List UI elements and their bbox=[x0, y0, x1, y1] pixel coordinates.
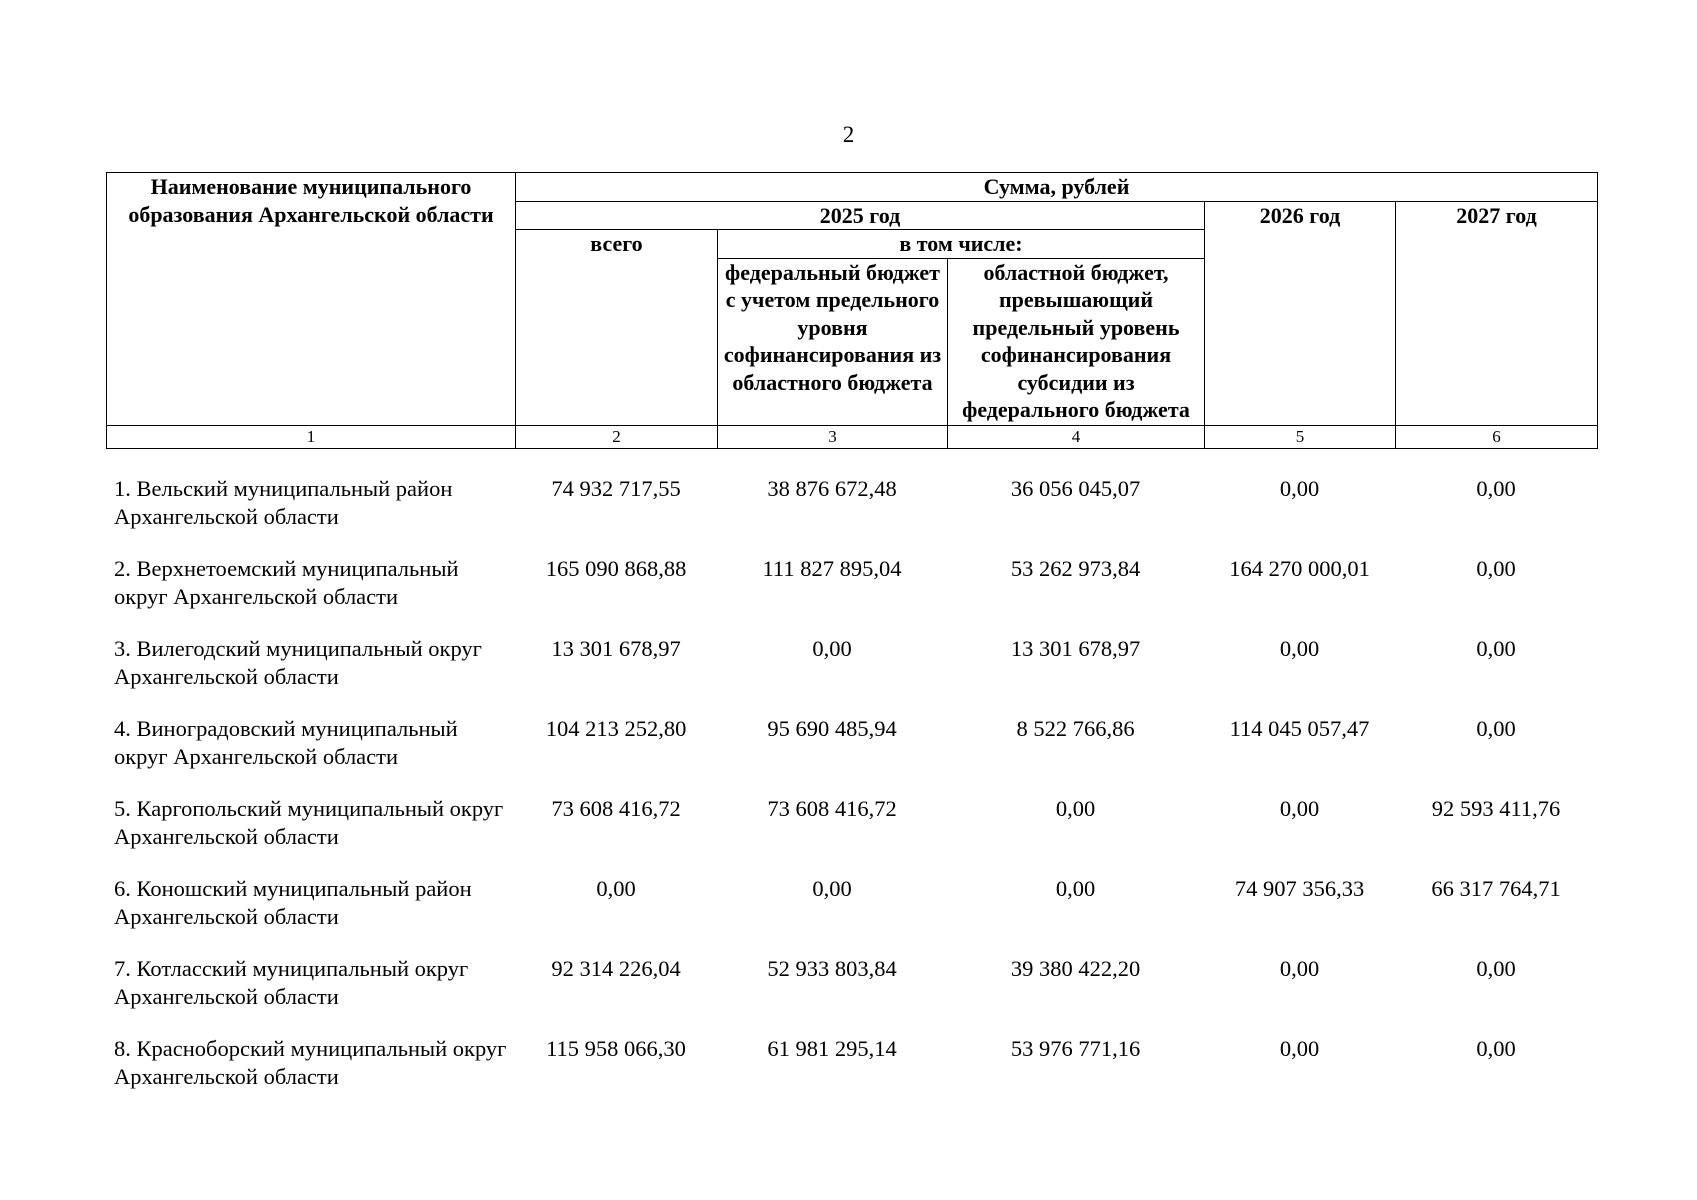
column-number: 5 bbox=[1205, 425, 1396, 448]
municipality-name: 2. Верхнетоемский муниципальный округ Архангельской области bbox=[114, 556, 459, 609]
amount-2026: 0,00 bbox=[1279, 636, 1320, 661]
table-row bbox=[106, 635, 1597, 715]
column-number: 1 bbox=[107, 425, 516, 448]
amount-2027: 0,00 bbox=[1476, 956, 1516, 981]
amount-2027: 66 317 764,71 bbox=[1431, 876, 1561, 901]
amount-federal-2025: 0,00 bbox=[812, 876, 852, 901]
amount-2026: 0,00 bbox=[1279, 956, 1320, 981]
header-name-column: Наименование муниципального образования Архангельской области bbox=[107, 173, 516, 426]
municipality-name: 6. Коношский муниципальный район Архангельской области bbox=[114, 876, 472, 929]
amount-2026: 0,00 bbox=[1279, 796, 1320, 821]
amount-total-2025: 0,00 bbox=[596, 876, 636, 901]
amount-2026: 114 045 057,47 bbox=[1229, 716, 1370, 741]
municipality-name: 3. Вилегодский муниципальный округ Архангельской области bbox=[114, 636, 482, 689]
table-row bbox=[106, 955, 1597, 1035]
amount-federal-2025: 0,00 bbox=[812, 636, 852, 661]
table-row bbox=[106, 715, 1597, 795]
amount-regional-2025: 53 262 973,84 bbox=[1010, 556, 1141, 581]
amount-regional-2025: 0,00 bbox=[1055, 876, 1096, 901]
amount-total-2025: 104 213 252,80 bbox=[545, 716, 687, 741]
municipality-name: 4. Виноградовский муниципальный округ Архангельской области bbox=[114, 716, 458, 769]
municipality-name: 7. Котласский муниципальный округ Архангельской области bbox=[114, 956, 469, 1009]
amount-2027: 0,00 bbox=[1476, 636, 1516, 661]
amount-federal-2025: 95 690 485,94 bbox=[767, 716, 897, 741]
column-number: 6 bbox=[1396, 425, 1598, 448]
column-number-row bbox=[107, 425, 1598, 448]
table-row bbox=[106, 475, 1597, 555]
header-total: всего bbox=[516, 230, 718, 426]
header-year-2027: 2027 год bbox=[1396, 201, 1598, 425]
header-federal: федеральный бюджет с учетом предельного уровня софинансирования из областного бюджета bbox=[718, 258, 948, 425]
header-including: в том числе: bbox=[718, 230, 1205, 259]
amount-2027: 0,00 bbox=[1476, 556, 1516, 581]
amount-regional-2025: 53 976 771,16 bbox=[1010, 1036, 1141, 1061]
column-number: 3 bbox=[718, 425, 948, 448]
amount-2027: 0,00 bbox=[1476, 476, 1516, 501]
amount-2026: 0,00 bbox=[1279, 476, 1320, 501]
municipality-name: 1. Вельский муниципальный район Архангельской области bbox=[114, 476, 453, 529]
amount-2027: 92 593 411,76 bbox=[1431, 796, 1561, 821]
amount-total-2025: 13 301 678,97 bbox=[551, 636, 681, 661]
amount-2027: 0,00 bbox=[1476, 716, 1516, 741]
amount-federal-2025: 61 981 295,14 bbox=[767, 1036, 897, 1061]
table-row bbox=[106, 1035, 1597, 1115]
header-year-2026: 2026 год bbox=[1205, 201, 1396, 425]
amount-total-2025: 92 314 226,04 bbox=[551, 956, 681, 981]
page-number: 2 bbox=[842, 122, 855, 147]
header-sum: Сумма, рублей bbox=[516, 173, 1598, 202]
amount-2026: 164 270 000,01 bbox=[1229, 556, 1370, 581]
municipality-name: 5. Каргопольский муниципальный округ Архангельской области bbox=[114, 796, 504, 849]
amount-federal-2025: 73 608 416,72 bbox=[767, 796, 897, 821]
table-row bbox=[106, 875, 1597, 955]
header-regional: областной бюджет, превышающий предельный уровень софинансирования субсидии из федерального бюджета bbox=[948, 258, 1205, 425]
amount-regional-2025: 0,00 bbox=[1055, 796, 1096, 821]
municipality-name: 8. Красноборский муниципальный округ Архангельской области bbox=[114, 1036, 507, 1089]
amount-regional-2025: 36 056 045,07 bbox=[1010, 476, 1141, 501]
amount-federal-2025: 111 827 895,04 bbox=[762, 556, 902, 581]
table-row bbox=[106, 555, 1597, 635]
table-header bbox=[106, 172, 1598, 449]
amount-regional-2025: 8 522 766,86 bbox=[1016, 716, 1135, 741]
amount-2026: 0,00 bbox=[1279, 1036, 1320, 1061]
amount-total-2025: 115 958 066,30 bbox=[546, 1036, 686, 1061]
amount-federal-2025: 52 933 803,84 bbox=[767, 956, 897, 981]
table-body bbox=[106, 475, 1597, 1115]
amount-2027: 0,00 bbox=[1476, 1036, 1516, 1061]
header-year-2025: 2025 год bbox=[516, 201, 1205, 230]
amount-total-2025: 73 608 416,72 bbox=[551, 796, 681, 821]
amount-2026: 74 907 356,33 bbox=[1234, 876, 1365, 901]
amount-regional-2025: 39 380 422,20 bbox=[1010, 956, 1141, 981]
amount-regional-2025: 13 301 678,97 bbox=[1010, 636, 1141, 661]
amount-federal-2025: 38 876 672,48 bbox=[767, 476, 897, 501]
table-row bbox=[106, 795, 1597, 875]
amount-total-2025: 74 932 717,55 bbox=[551, 476, 681, 501]
column-number: 4 bbox=[948, 425, 1205, 448]
amount-total-2025: 165 090 868,88 bbox=[545, 556, 687, 581]
column-number: 2 bbox=[516, 425, 718, 448]
